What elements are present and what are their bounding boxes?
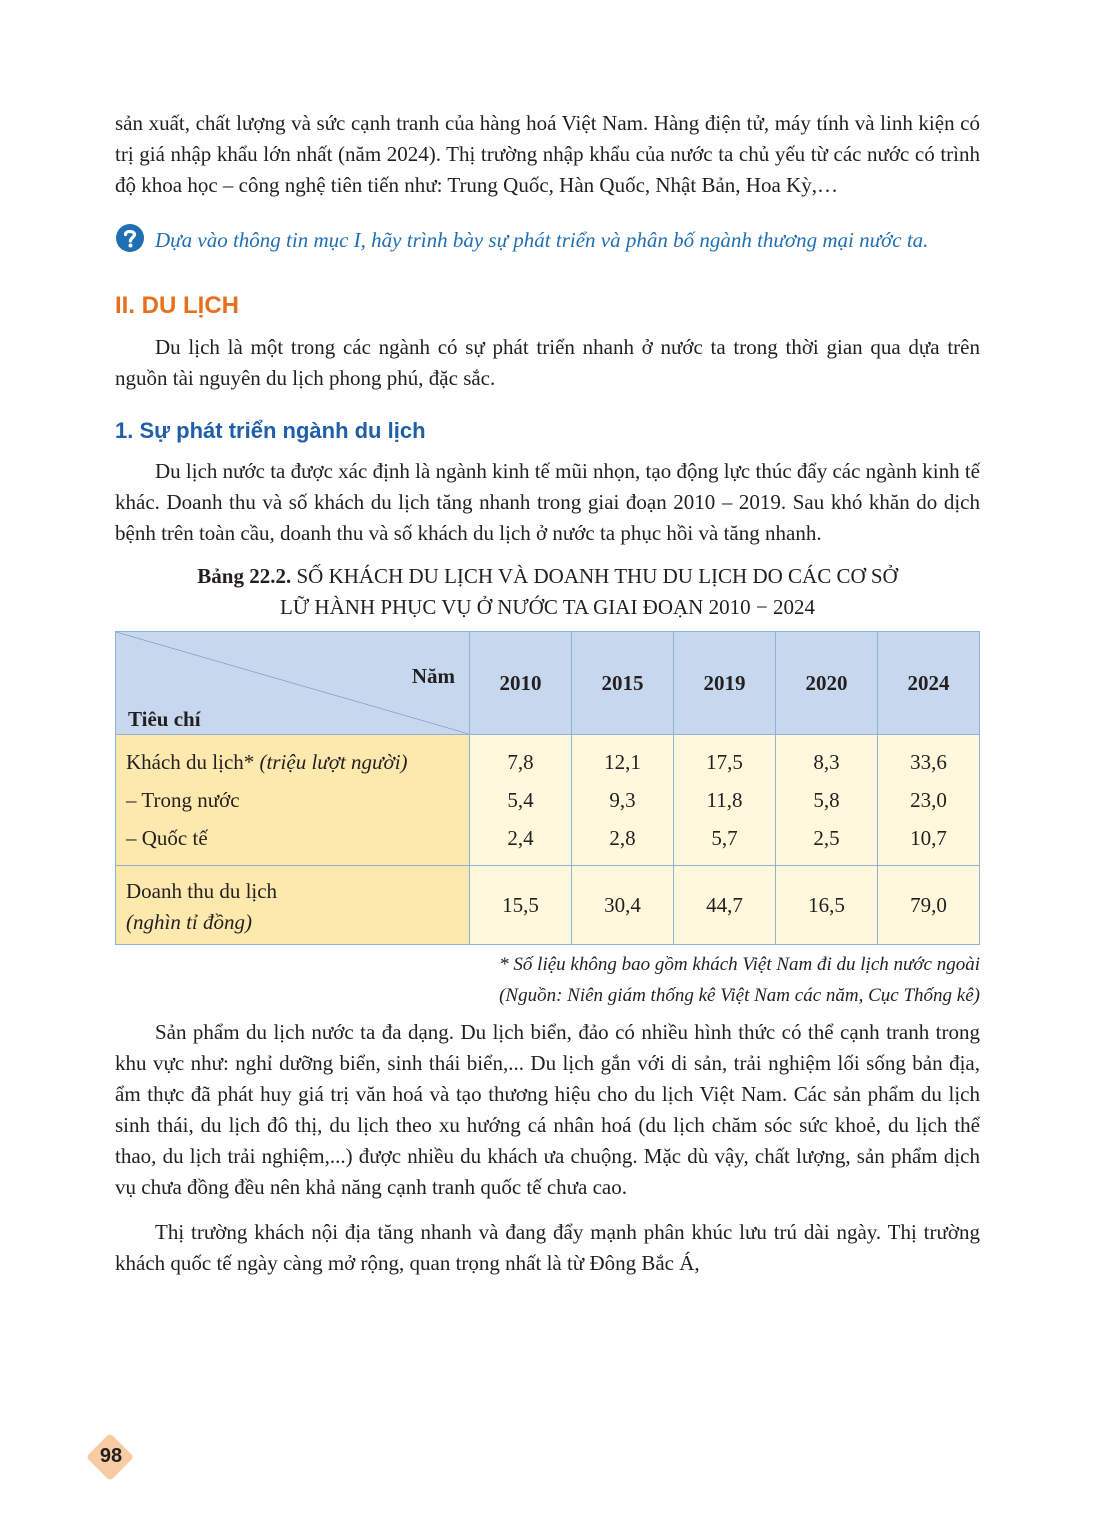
page-number: 98 (99, 1445, 123, 1467)
table-caption (115, 561, 980, 623)
header-year-label: Năm (411, 664, 455, 688)
table-cell (674, 735, 776, 866)
tourism-table (115, 631, 980, 945)
year-header: 2024 (878, 632, 980, 735)
row-label-unit: (nghìn tỉ đồng) (126, 910, 252, 934)
row-label-domestic: – Trong nước (126, 788, 240, 812)
cell-domestic: 23,0 (910, 788, 947, 812)
row-label-visitors (116, 735, 470, 866)
cell-total: 12,1 (604, 750, 641, 774)
table-notes (115, 949, 980, 1011)
cell-total: 8,3 (813, 750, 840, 774)
year-header: 2015 (572, 632, 674, 735)
cell-total: 33,6 (910, 750, 947, 774)
cell-total: 17,5 (706, 750, 743, 774)
cell-international: 2,5 (813, 826, 840, 850)
row-label-revenue (116, 866, 470, 945)
table-caption-line2: LỮ HÀNH PHỤC VỤ Ở NƯỚC TA GIAI ĐOẠN 2010 − 2024 (280, 595, 815, 619)
row-label-international: – Quốc tế (126, 826, 208, 850)
table-cell: 79,0 (878, 866, 980, 945)
section-title: II. DU LỊCH (115, 292, 239, 319)
cell-domestic: 11,8 (706, 788, 743, 812)
row-label-unit: (triệu lượt người) (259, 750, 408, 774)
question-mark-icon (115, 223, 145, 253)
table-cell (470, 735, 572, 866)
cell-domestic: 9,3 (609, 788, 636, 812)
table-row-revenue (116, 866, 980, 945)
cell-international: 5,7 (711, 826, 738, 850)
cell-international: 10,7 (910, 826, 947, 850)
subsection-title: 1. Sự phát triển ngành du lịch (115, 418, 426, 443)
cell-domestic: 5,8 (813, 788, 840, 812)
table-cell: 44,7 (674, 866, 776, 945)
cell-international: 2,8 (609, 826, 636, 850)
intro-paragraph: sản xuất, chất lượng và sức cạnh tranh của hàng hoá Việt Nam. Hàng điện tử, máy tính và linh kiện có trị giá nhập khẩu lớn nhất (năm 2024). Thị trường nhập khẩu của nước ta chủ yếu từ các nước có trình độ khoa học – công nghệ tiên tiến như: Trung Quốc, Hàn Quốc, Nhật Bản, Hoa Kỳ,… (115, 111, 980, 197)
cell-domestic: 5,4 (507, 788, 534, 812)
page-content (115, 108, 980, 1279)
table-cell: 30,4 (572, 866, 674, 945)
table-footnote: * Số liệu không bao gồm khách Việt Nam đi du lịch nước ngoài (499, 954, 980, 975)
table-cell (572, 735, 674, 866)
year-header: 2010 (470, 632, 572, 735)
table-header-row (116, 632, 980, 735)
header-criteria-label: Tiêu chí (128, 707, 201, 731)
table-cell (878, 735, 980, 866)
subsection-paragraph: Du lịch nước ta được xác định là ngành kinh tế mũi nhọn, tạo động lực thúc đẩy các ngành kinh tế khác. Doanh thu và số khách du lịch tăng nhanh trong giai đoạn 2010 – 2019. Sau khó khăn do dịch bệnh trên toàn cầu, doanh thu và số khách du lịch ở nước ta phục hồi và tăng nhanh. (115, 459, 980, 545)
table-cell (776, 735, 878, 866)
table-row-visitors (116, 735, 980, 866)
table-cell: 15,5 (470, 866, 572, 945)
table-caption-label: Bảng 22.2. (197, 564, 292, 588)
section-intro: Du lịch là một trong các ngành có sự phát triển nhanh ở nước ta trong thời gian qua dựa trên nguồn tài nguyên du lịch phong phú, đặc sắc. (115, 335, 980, 390)
question-block (115, 225, 980, 256)
cell-total: 7,8 (507, 750, 534, 774)
table-source: (Nguồn: Niên giám thống kê Việt Nam các năm, Cục Thống kê) (499, 985, 980, 1006)
table-cell: 16,5 (776, 866, 878, 945)
table-caption-line1: SỐ KHÁCH DU LỊCH VÀ DOANH THU DU LỊCH DO CÁC CƠ SỞ (296, 564, 898, 588)
page-number-badge (89, 1436, 133, 1480)
row-label-main: Doanh thu du lịch (126, 879, 278, 903)
year-header: 2020 (776, 632, 878, 735)
question-text: Dựa vào thông tin mục I, hãy trình bày sự phát triển và phân bố ngành thương mại nước ta. (155, 228, 929, 252)
row-label-main: Khách du lịch* (126, 750, 255, 774)
table-corner-header (116, 632, 470, 735)
cell-international: 2,4 (507, 826, 534, 850)
year-header: 2019 (674, 632, 776, 735)
paragraph-products: Sản phẩm du lịch nước ta đa dạng. Du lịch biển, đảo có nhiều hình thức có thể cạnh tranh trong khu vực như: nghỉ dưỡng biển, sinh thái biển,... Du lịch gắn với di sản, trải nghiệm lối sống bản địa, ẩm thực đã phát huy giá trị văn hoá và tạo thương hiệu cho du lịch Việt Nam. Các sản phẩm du lịch sinh thái, du lịch đô thị, du lịch theo xu hướng cá nhân hoá (du lịch chăm sóc sức khoẻ, du lịch thể thao, du lịch trải nghiệm,...) được nhiều du khách ưa chuộng. Mặc dù vậy, chất lượng, sản phẩm dịch vụ chưa đồng đều nên khả năng cạnh tranh quốc tế chưa cao. (115, 1020, 980, 1199)
paragraph-market: Thị trường khách nội địa tăng nhanh và đang đẩy mạnh phân khúc lưu trú dài ngày. Thị trường khách quốc tế ngày càng mở rộng, quan trọng nhất là từ Đông Bắc Á, (115, 1220, 980, 1275)
